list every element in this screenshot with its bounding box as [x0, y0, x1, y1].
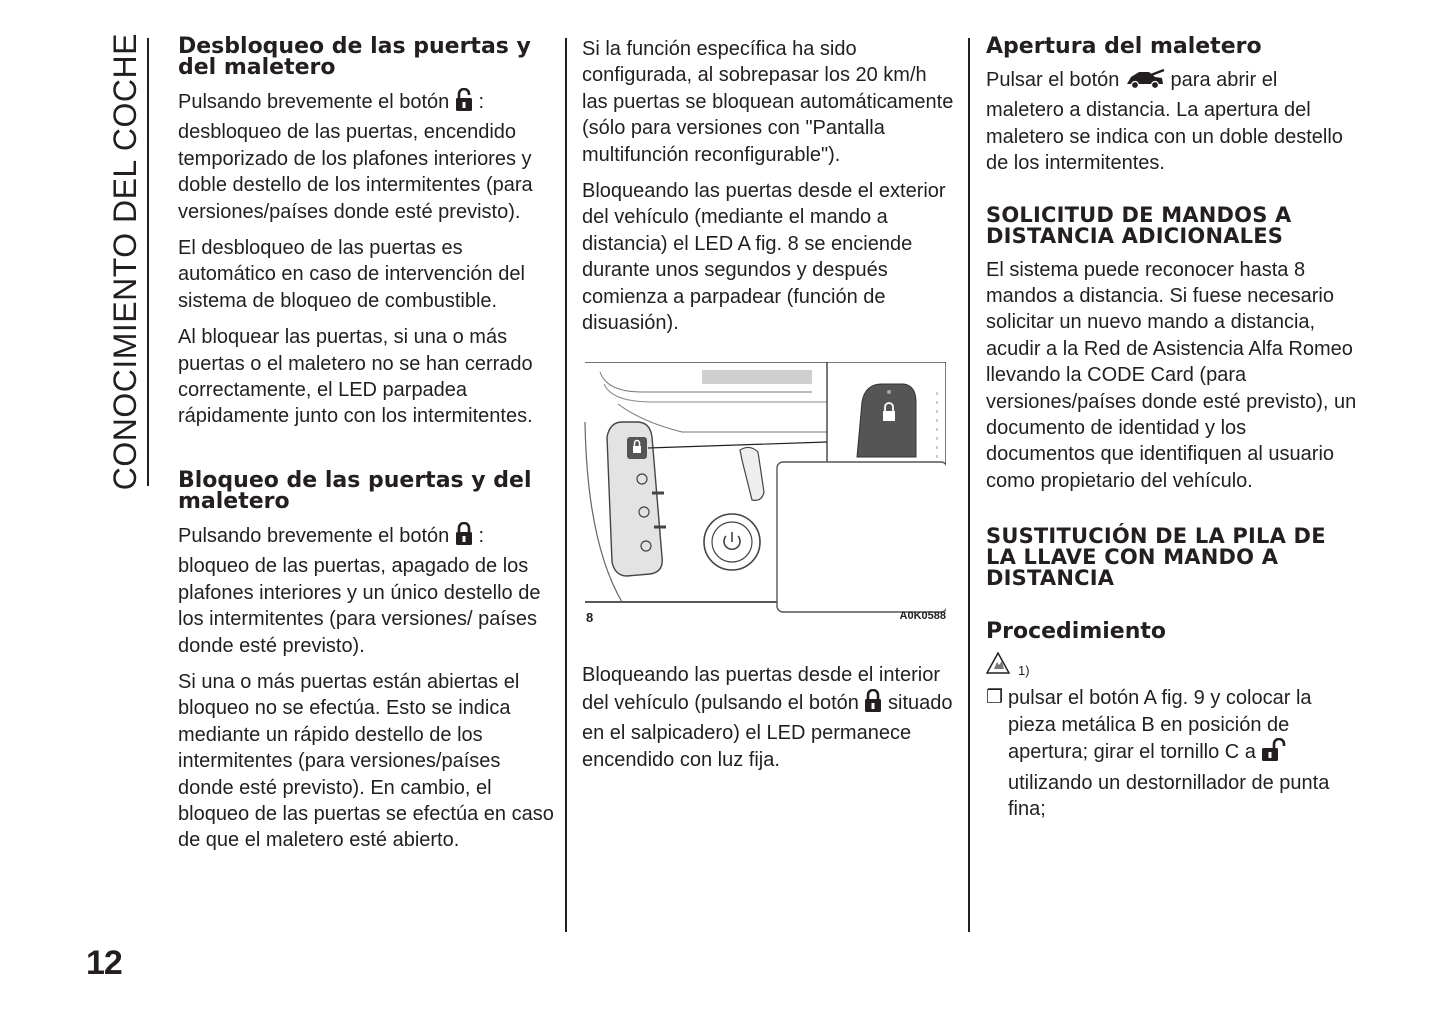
checkbox-bullet: ❒ — [986, 687, 1004, 709]
column-divider-1 — [565, 38, 567, 932]
column-2 — [582, 36, 954, 783]
warning-reference: 1) — [1018, 663, 1030, 679]
heading-procedure: Procedimiento — [986, 619, 1167, 645]
procedure-step — [986, 685, 1358, 822]
paragraph-interior-lock: Bloqueando las puertas desde el interior del vehículo (pulsando el botón situado en el salpicadero) el LED permanece encendido con luz fija. — [582, 664, 953, 771]
heading-unlock-doors: Desbloqueo de las puertas y del maletero — [178, 34, 531, 80]
figure-number: 8 — [586, 610, 594, 626]
paragraph-fuel-cutoff: El desbloqueo de las puertas es automático en caso de intervención del sistema de bloqueo de combustible. — [178, 237, 525, 312]
paragraph-auto-lock: Si la función específica ha sido configurada, al sobrepasar los 20 km/h las puertas se bloquean automáticamente (sólo para versiones con "Pantalla multifunción reconfigurable"). — [582, 38, 954, 166]
section-side-title-text: CONOCIMIENTO DEL COCHE — [106, 33, 143, 491]
paragraph-led-fast-blink: Al bloquear las puertas, si una o más puertas o el maletero no se han cerrado correctamente, el LED parpadea rápidamente junto con los intermitentes. — [178, 326, 533, 428]
paragraph-lock-not-performed: Si una o más puertas están abiertas el bloqueo no se efectúa. Esto se indica mediante un rápido destello de los intermitentes (para versiones/países donde esté previsto). En cambio, el bloqueo de las puertas se efectúa en caso de que el maletero esté abierto. — [178, 670, 554, 852]
unlock-padlock-icon — [455, 88, 473, 119]
column-1 — [178, 36, 556, 864]
figure-8 — [582, 362, 946, 632]
paragraph-lock-button: Pulsando brevemente el botón : bloqueo de las puertas, apagado de los plafones interiores y un único destello de los intermitentes (para versiones/ países donde esté previsto). — [178, 522, 556, 659]
figure-code: A0K0588 — [899, 610, 946, 623]
heading-trunk-opening: Apertura del maletero — [986, 34, 1262, 59]
column-divider-2 — [968, 38, 970, 932]
open-padlock-icon — [1261, 738, 1287, 769]
procedure-step-text: pulsar el botón A fig. 9 y colocar la pieza metálica B en posición de apertura; girar el tornillo C a utilizando un destornillador de punta fina; — [1008, 687, 1330, 820]
car-trunk-icon — [1125, 68, 1165, 97]
dashboard-illustration — [582, 362, 946, 632]
page-number: 12 — [86, 944, 122, 982]
heading-additional-remotes: SOLICITUD DE MANDOS A DISTANCIA ADICIONALES — [986, 202, 1292, 248]
recycle-warning-icon — [986, 652, 1010, 679]
paragraph-trunk-button: Pulsar el botón para abrir el maletero a distancia. La apertura del maletero se indica con un doble destello de los intermitentes. — [986, 69, 1343, 175]
side-title-rule — [147, 38, 149, 486]
warning-line — [986, 652, 1358, 679]
heading-battery-replacement: SUSTITUCIÓN DE LA PILA DE LA LLAVE CON MANDO A DISTANCIA — [986, 524, 1326, 591]
paragraph-unlock-button: Pulsando brevemente el botón : desbloqueo de las puertas, encendido temporizado de los plafones interiores y doble destello de los intermitentes (para versiones/países donde esté previsto). — [178, 88, 556, 225]
heading-lock-doors: Bloqueo de las puertas y del maletero — [178, 467, 532, 514]
lock-padlock-icon — [455, 522, 473, 553]
paragraph-remote-lock-led: Bloqueando las puertas desde el exterior del vehículo (mediante el mando a distancia) el LED A fig. 8 se enciende durante unos segundos y después comienza a parpadear (función de disuasión). — [582, 180, 946, 335]
paragraph-additional-remotes: El sistema puede reconocer hasta 8 mandos a distancia. Si fuese necesario solicitar un nuevo mando a distancia, acudir a la Red de Asistencia Alfa Romeo llevando la CODE Card (para versiones/países donde esté previsto), un documento de identidad y los documentos que identifiquen al usuario como propietario del vehículo. — [986, 258, 1357, 492]
column-3 — [986, 36, 1358, 822]
section-side-title — [100, 33, 150, 491]
lock-padlock-icon — [864, 689, 882, 720]
